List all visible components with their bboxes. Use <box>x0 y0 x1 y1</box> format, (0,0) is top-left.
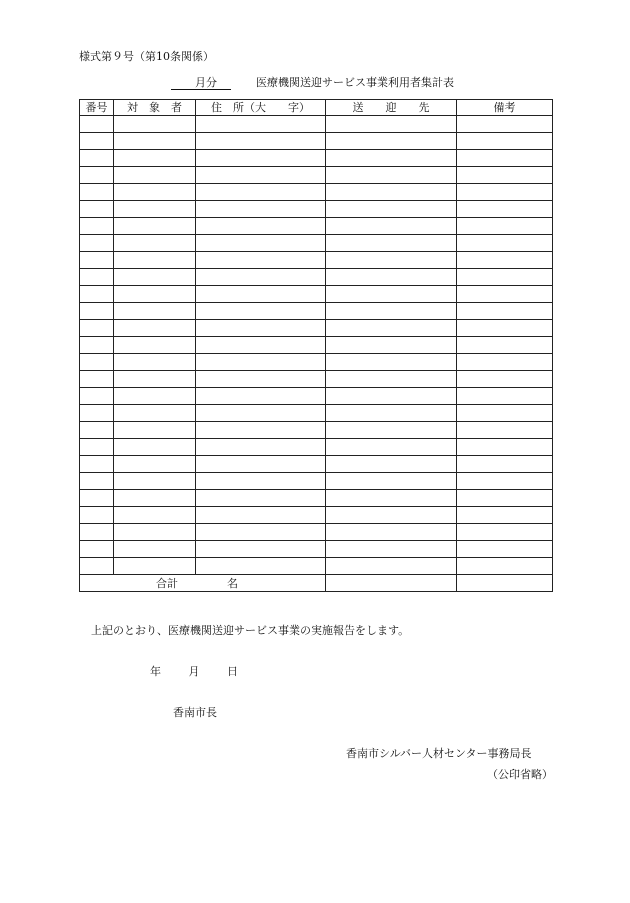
cell-destination[interactable] <box>326 473 457 490</box>
table-header-row <box>80 100 553 116</box>
table-row <box>80 286 553 303</box>
cell-name[interactable] <box>114 524 196 541</box>
cell-destination[interactable] <box>326 286 457 303</box>
cell-address[interactable] <box>196 167 326 184</box>
cell-name[interactable] <box>114 405 196 422</box>
table-row <box>80 405 553 422</box>
cell-address[interactable] <box>196 558 326 575</box>
table-body <box>80 116 553 575</box>
cell-notes[interactable] <box>457 541 553 558</box>
cell-name[interactable] <box>114 286 196 303</box>
cell-address[interactable] <box>196 201 326 218</box>
table-row <box>80 201 553 218</box>
report-statement: 上記のとおり、医療機関送迎サービス事業の実施報告をします。 <box>91 624 410 637</box>
cell-destination[interactable] <box>326 405 457 422</box>
cell-address[interactable] <box>196 150 326 167</box>
cell-number[interactable] <box>80 252 114 269</box>
cell-number[interactable] <box>80 116 114 133</box>
cell-destination[interactable] <box>326 388 457 405</box>
table-row <box>80 507 553 524</box>
table-row <box>80 422 553 439</box>
table-row <box>80 150 553 167</box>
cell-notes[interactable] <box>457 286 553 303</box>
cell-destination[interactable] <box>326 116 457 133</box>
cell-name[interactable] <box>114 150 196 167</box>
table-row <box>80 184 553 201</box>
cell-notes[interactable] <box>457 490 553 507</box>
table-row <box>80 269 553 286</box>
cell-number[interactable] <box>80 354 114 371</box>
cell-destination[interactable] <box>326 422 457 439</box>
cell-address[interactable] <box>196 405 326 422</box>
cell-destination[interactable] <box>326 524 457 541</box>
cell-number[interactable] <box>80 558 114 575</box>
table-row <box>80 388 553 405</box>
total-notes-cell <box>457 575 553 592</box>
cell-number[interactable] <box>80 456 114 473</box>
cell-address[interactable] <box>196 473 326 490</box>
cell-address[interactable] <box>196 422 326 439</box>
cell-destination[interactable] <box>326 541 457 558</box>
cell-number[interactable] <box>80 371 114 388</box>
cell-notes[interactable] <box>457 235 553 252</box>
cell-notes[interactable] <box>457 473 553 490</box>
cell-number[interactable] <box>80 184 114 201</box>
cell-number[interactable] <box>80 524 114 541</box>
cell-address[interactable] <box>196 303 326 320</box>
form-number: 様式第９号（第10条関係） <box>79 50 214 63</box>
table-row <box>80 541 553 558</box>
date-month: 月 <box>188 665 200 678</box>
cell-notes[interactable] <box>457 269 553 286</box>
cell-destination[interactable] <box>326 167 457 184</box>
cell-destination[interactable] <box>326 252 457 269</box>
table-row <box>80 337 553 354</box>
date-year: 年 <box>150 665 161 678</box>
table-row <box>80 218 553 235</box>
cell-destination[interactable] <box>326 133 457 150</box>
addressee-mayor: 香南市長 <box>173 706 217 719</box>
cell-address[interactable] <box>196 252 326 269</box>
cell-notes[interactable] <box>457 116 553 133</box>
usage-summary-table <box>79 99 553 592</box>
cell-address[interactable] <box>196 286 326 303</box>
cell-name[interactable] <box>114 303 196 320</box>
cell-address[interactable] <box>196 371 326 388</box>
cell-number[interactable] <box>80 388 114 405</box>
cell-notes[interactable] <box>457 320 553 337</box>
cell-name[interactable] <box>114 167 196 184</box>
cell-name[interactable] <box>114 541 196 558</box>
cell-number[interactable] <box>80 235 114 252</box>
cell-address[interactable] <box>196 541 326 558</box>
cell-number[interactable] <box>80 473 114 490</box>
cell-name[interactable] <box>114 201 196 218</box>
cell-number[interactable] <box>80 405 114 422</box>
cell-name[interactable] <box>114 490 196 507</box>
cell-name[interactable] <box>114 252 196 269</box>
date-line <box>150 666 238 677</box>
cell-destination[interactable] <box>326 371 457 388</box>
cell-name[interactable] <box>114 507 196 524</box>
cell-name[interactable] <box>114 133 196 150</box>
cell-notes[interactable] <box>457 507 553 524</box>
cell-notes[interactable] <box>457 354 553 371</box>
cell-destination[interactable] <box>326 184 457 201</box>
cell-address[interactable] <box>196 524 326 541</box>
cell-address[interactable] <box>196 320 326 337</box>
cell-destination[interactable] <box>326 269 457 286</box>
cell-address[interactable] <box>196 439 326 456</box>
table-row <box>80 116 553 133</box>
cell-number[interactable] <box>80 150 114 167</box>
table-footer-row <box>80 575 553 592</box>
cell-number[interactable] <box>80 286 114 303</box>
cell-name[interactable] <box>114 184 196 201</box>
cell-notes[interactable] <box>457 558 553 575</box>
header-name: 対 象 者 <box>114 100 196 116</box>
cell-number[interactable] <box>80 541 114 558</box>
cell-notes[interactable] <box>457 303 553 320</box>
table-row <box>80 252 553 269</box>
cell-notes[interactable] <box>457 388 553 405</box>
cell-name[interactable] <box>114 269 196 286</box>
cell-name[interactable] <box>114 218 196 235</box>
cell-number[interactable] <box>80 490 114 507</box>
cell-destination[interactable] <box>326 218 457 235</box>
total-cell <box>80 575 326 592</box>
header-destination: 送 迎 先 <box>326 100 457 116</box>
table-row <box>80 371 553 388</box>
cell-notes[interactable] <box>457 371 553 388</box>
cell-destination[interactable] <box>326 150 457 167</box>
cell-address[interactable] <box>196 184 326 201</box>
cell-name[interactable] <box>114 116 196 133</box>
cell-name[interactable] <box>114 354 196 371</box>
header-number: 番号 <box>80 100 114 116</box>
cell-notes[interactable] <box>457 405 553 422</box>
cell-name[interactable] <box>114 388 196 405</box>
cell-destination[interactable] <box>326 354 457 371</box>
cell-name[interactable] <box>114 235 196 252</box>
sender-director: 香南市シルバー人材センター事務局長 <box>346 747 532 760</box>
cell-destination[interactable] <box>326 320 457 337</box>
table-row <box>80 490 553 507</box>
cell-notes[interactable] <box>457 524 553 541</box>
cell-name[interactable] <box>114 337 196 354</box>
cell-destination[interactable] <box>326 201 457 218</box>
cell-number[interactable] <box>80 201 114 218</box>
cell-destination[interactable] <box>326 490 457 507</box>
cell-name[interactable] <box>114 456 196 473</box>
cell-destination[interactable] <box>326 303 457 320</box>
cell-address[interactable] <box>196 354 326 371</box>
cell-notes[interactable] <box>457 167 553 184</box>
cell-address[interactable] <box>196 490 326 507</box>
header-notes: 備考 <box>457 100 553 116</box>
cell-address[interactable] <box>196 218 326 235</box>
cell-address[interactable] <box>196 269 326 286</box>
cell-notes[interactable] <box>457 252 553 269</box>
cell-number[interactable] <box>80 337 114 354</box>
cell-address[interactable] <box>196 337 326 354</box>
cell-name[interactable] <box>114 439 196 456</box>
table-row <box>80 524 553 541</box>
table-row <box>80 320 553 337</box>
cell-number[interactable] <box>80 218 114 235</box>
table-row <box>80 235 553 252</box>
cell-name[interactable] <box>114 558 196 575</box>
table-row <box>80 133 553 150</box>
cell-number[interactable] <box>80 269 114 286</box>
cell-number[interactable] <box>80 303 114 320</box>
total-unit: 名 <box>227 577 238 590</box>
cell-name[interactable] <box>114 422 196 439</box>
cell-destination[interactable] <box>326 235 457 252</box>
cell-address[interactable] <box>196 507 326 524</box>
cell-notes[interactable] <box>457 456 553 473</box>
date-day: 日 <box>227 665 238 678</box>
total-label: 合計 <box>156 577 178 590</box>
table-row <box>80 558 553 575</box>
cell-notes[interactable] <box>457 337 553 354</box>
seal-omitted-note: （公印省略） <box>487 768 553 781</box>
cell-name[interactable] <box>114 473 196 490</box>
cell-notes[interactable] <box>457 201 553 218</box>
cell-destination[interactable] <box>326 337 457 354</box>
cell-number[interactable] <box>80 507 114 524</box>
cell-number[interactable] <box>80 320 114 337</box>
cell-address[interactable] <box>196 388 326 405</box>
cell-address[interactable] <box>196 456 326 473</box>
table-row <box>80 439 553 456</box>
cell-destination[interactable] <box>326 507 457 524</box>
cell-address[interactable] <box>196 235 326 252</box>
cell-notes[interactable] <box>457 422 553 439</box>
cell-number[interactable] <box>80 133 114 150</box>
cell-name[interactable] <box>114 320 196 337</box>
cell-name[interactable] <box>114 371 196 388</box>
cell-number[interactable] <box>80 439 114 456</box>
cell-notes[interactable] <box>457 150 553 167</box>
cell-destination[interactable] <box>326 456 457 473</box>
cell-notes[interactable] <box>457 133 553 150</box>
cell-number[interactable] <box>80 167 114 184</box>
table-row <box>80 354 553 371</box>
cell-destination[interactable] <box>326 558 457 575</box>
cell-notes[interactable] <box>457 184 553 201</box>
cell-address[interactable] <box>196 133 326 150</box>
header-address: 住 所（大 字） <box>196 100 326 116</box>
table-row <box>80 473 553 490</box>
document-title: 医療機関送迎サービス事業利用者集計表 <box>256 76 454 89</box>
table-row <box>80 167 553 184</box>
table-row <box>80 303 553 320</box>
cell-notes[interactable] <box>457 439 553 456</box>
total-destination-cell <box>326 575 457 592</box>
cell-number[interactable] <box>80 422 114 439</box>
cell-notes[interactable] <box>457 218 553 235</box>
table-row <box>80 456 553 473</box>
cell-address[interactable] <box>196 116 326 133</box>
cell-destination[interactable] <box>326 439 457 456</box>
month-label: 月分 <box>195 76 217 89</box>
